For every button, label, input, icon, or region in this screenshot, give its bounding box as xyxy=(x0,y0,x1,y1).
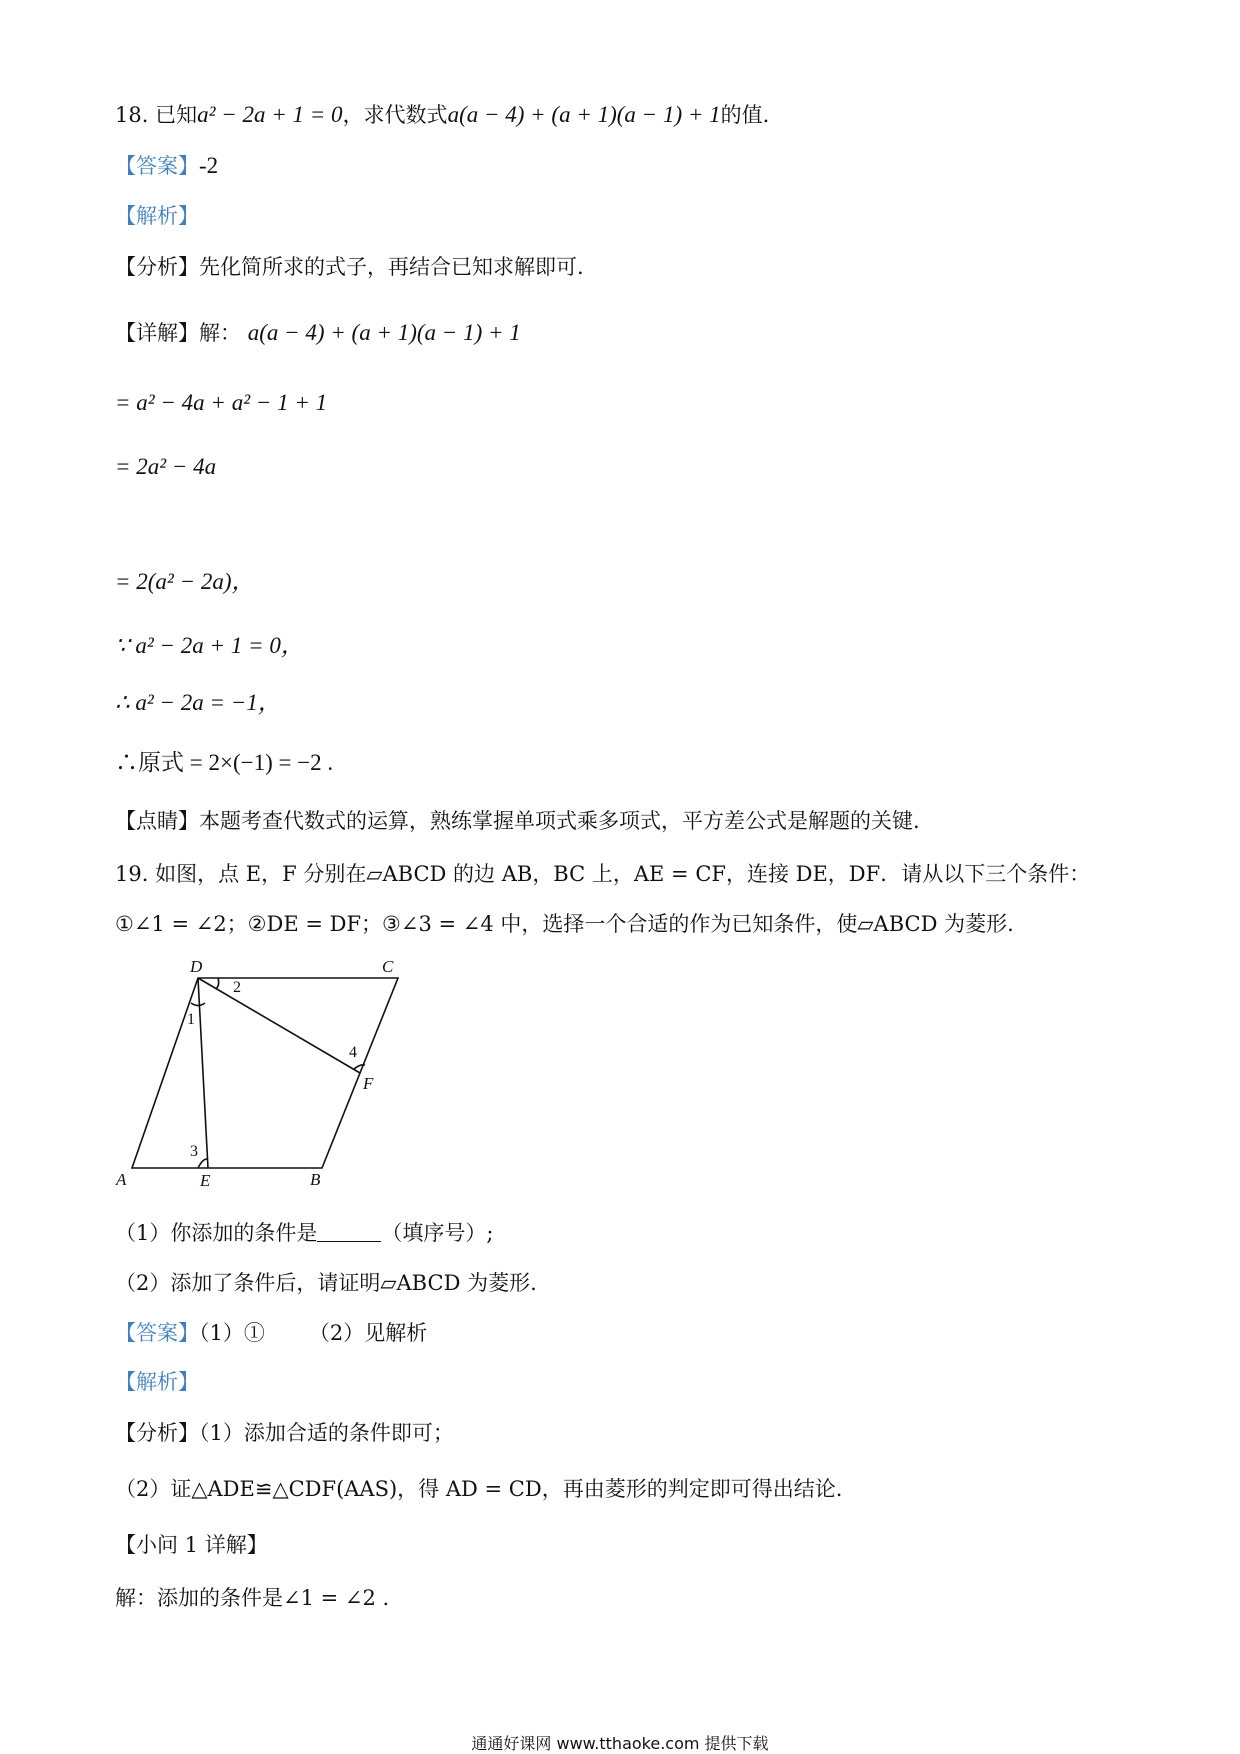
answer-value: -2 xyxy=(199,153,219,178)
q18-step-1: = a² − 4a + a² − 1 + 1 xyxy=(115,390,328,415)
q18-dianjing: 【点睛】本题考查代数式的运算，熟练掌握单项式乘多项式，平方差公式是解题的关键. xyxy=(115,809,920,833)
parallelogram-abcd xyxy=(132,978,398,1168)
q19-analysis-tag: 【解析】 xyxy=(115,1370,199,1394)
label-f: F xyxy=(363,1074,374,1093)
page-footer: 通通好课网 www.tthaoke.com 提供下载 xyxy=(471,1734,769,1753)
angle-1-label: 1 xyxy=(187,1011,195,1028)
q19-fenxi-1: 【分析】（1）添加合适的条件即可； xyxy=(115,1421,454,1445)
q19-stem-line-2: ①∠1 = ∠2；②DE = DF；③∠3 = ∠4 中，选择一个合适的作为已知条件，使▱ABCD 为菱形. xyxy=(115,912,1014,936)
angle-3-arc xyxy=(198,1159,208,1168)
answer-tag: 【答案】 xyxy=(115,1321,199,1345)
q18-expression: a(a − 4) + (a + 1)(a − 1) + 1 xyxy=(447,102,721,127)
q19-stem-line-1: 19. 如图，点 E，F 分别在▱ABCD 的边 AB，BC 上，AE = CF，连接 DE，DF．请从以下三个条件： xyxy=(115,862,1091,886)
label-a: A xyxy=(116,1170,127,1188)
q18-answer xyxy=(115,151,218,181)
q18-detail-expression: a(a − 4) + (a + 1)(a − 1) + 1 xyxy=(247,320,521,345)
parallelogram-figure xyxy=(110,948,430,1188)
q19-answer: 【答案】（1）① （2）见解析 xyxy=(115,1321,428,1345)
angle-3-label: 3 xyxy=(190,1143,198,1160)
segment-de xyxy=(198,978,208,1168)
q18-number: 18. xyxy=(115,103,149,127)
q19-sub-1: （1）你添加的条件是 （填序号）; xyxy=(115,1221,494,1245)
angle-2-label: 2 xyxy=(233,979,241,996)
q18-analysis-tag: 【解析】 xyxy=(115,204,199,228)
q18-detail: 【详解】解： a(a − 4) + (a + 1)(a − 1) + 1 xyxy=(115,320,521,345)
q18-step-4: ∵ a² − 2a + 1 = 0， xyxy=(115,633,304,658)
angle-2-arc xyxy=(216,978,219,989)
q19-fenxi-2: （2）证△ADE≌△CDF(AAS)，得 AD = CD，再由菱形的判定即可得出结论. xyxy=(115,1477,843,1501)
q19-small-question-tag: 【小问 1 详解】 xyxy=(115,1533,268,1557)
q18-stem: 18. 已知a² − 2a + 1 = 0，求代数式a(a − 4) + (a + 1)(a − 1) + 1的值. xyxy=(115,102,770,127)
answer-tag: 【答案】 xyxy=(115,154,199,178)
q19-small-question-answer: 解：添加的条件是∠1 = ∠2 . xyxy=(115,1586,390,1610)
label-b: B xyxy=(310,1170,321,1188)
angle-1-arc xyxy=(191,1003,205,1006)
q18-step-2: = 2a² − 4a xyxy=(115,454,217,479)
angle-4-arc xyxy=(354,1065,365,1069)
q18-step-6: ∴原式 = 2×(−1) = −2 . xyxy=(115,750,334,775)
segment-df xyxy=(198,978,360,1073)
label-d: D xyxy=(190,957,203,976)
q18-step-5: ∴ a² − 2a = −1， xyxy=(115,690,281,715)
label-c: C xyxy=(382,957,394,976)
q18-step-3: = 2(a² − 2a)， xyxy=(115,569,255,594)
q18-fenxi: 【分析】先化简所求的式子，再结合已知求解即可. xyxy=(115,255,584,279)
label-e: E xyxy=(200,1171,211,1188)
q18-given-equation: a² − 2a + 1 = 0 xyxy=(197,102,343,127)
answer-blank xyxy=(317,1221,381,1242)
q19-sub-2: （2）添加了条件后，请证明▱ABCD 为菱形. xyxy=(115,1271,537,1295)
angle-4-label: 4 xyxy=(349,1044,357,1061)
